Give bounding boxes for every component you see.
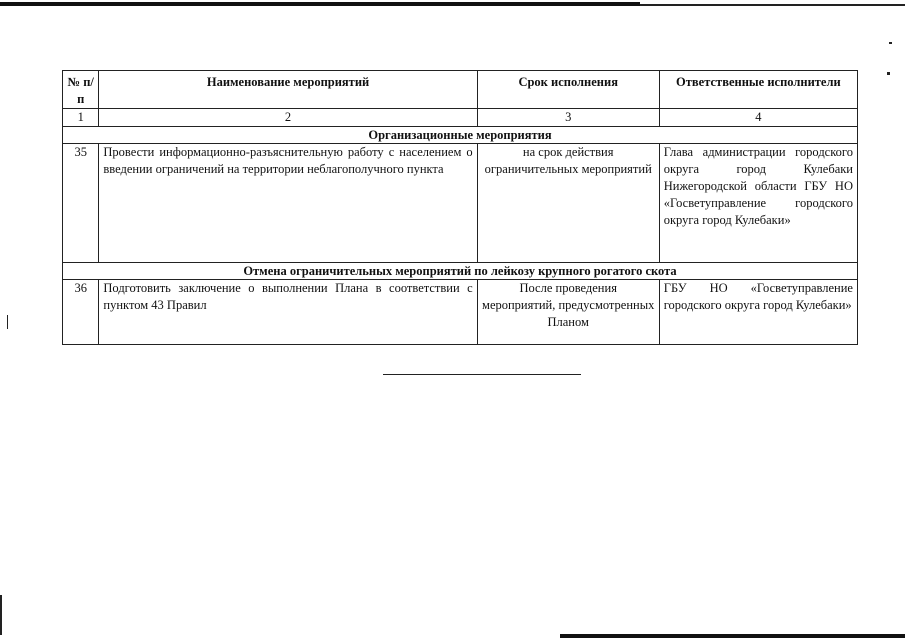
scan-bar [640,4,905,6]
scan-speck [0,595,2,635]
scan-edge-top [0,0,905,8]
col-number: 4 [659,109,857,127]
scan-speck [889,42,892,44]
section-title: Отмена ограничительных мероприятий по лейкозу крупного рогатого скота [63,263,858,280]
scan-speck [887,72,890,75]
measure-name: Провести информационно-разъяснительную работу с населением о введении ограничений на территории неблагополучного пункта [99,144,477,263]
header-deadline: Срок исполнения [477,71,659,109]
section-row [63,263,858,280]
table-row [63,144,858,263]
section-title: Организационные мероприятия [63,127,858,144]
row-number: 36 [63,280,99,345]
measure-deadline: После проведения мероприятий, предусмотренных Планом [477,280,659,345]
col-number: 1 [63,109,99,127]
end-rule [383,374,581,375]
measure-deadline: на срок действия ограничительных мероприятий [477,144,659,263]
section-row [63,127,858,144]
column-number-row [63,109,858,127]
row-number: 35 [63,144,99,263]
scan-edge-bottom [560,634,905,638]
table-row [63,280,858,345]
col-number: 2 [99,109,477,127]
header-num: № п/п [63,71,99,109]
measures-table [62,70,858,345]
measure-name: Подготовить заключение о выполнении Плана в соответствии с пунктом 43 Правил [99,280,477,345]
header-name: Наименование мероприятий [99,71,477,109]
scan-bar [0,2,640,6]
measure-responsible: Глава администрации городского округа город Кулебаки Нижегородской области ГБУ НО «Госветуправление городского округа город Кулебаки» [659,144,857,263]
measure-responsible: ГБУ НО «Госветуправление городского округа город Кулебаки» [659,280,857,345]
header-responsible: Ответственные исполнители [659,71,857,109]
table-header-row [63,71,858,109]
col-number: 3 [477,109,659,127]
scan-speck [7,315,8,329]
